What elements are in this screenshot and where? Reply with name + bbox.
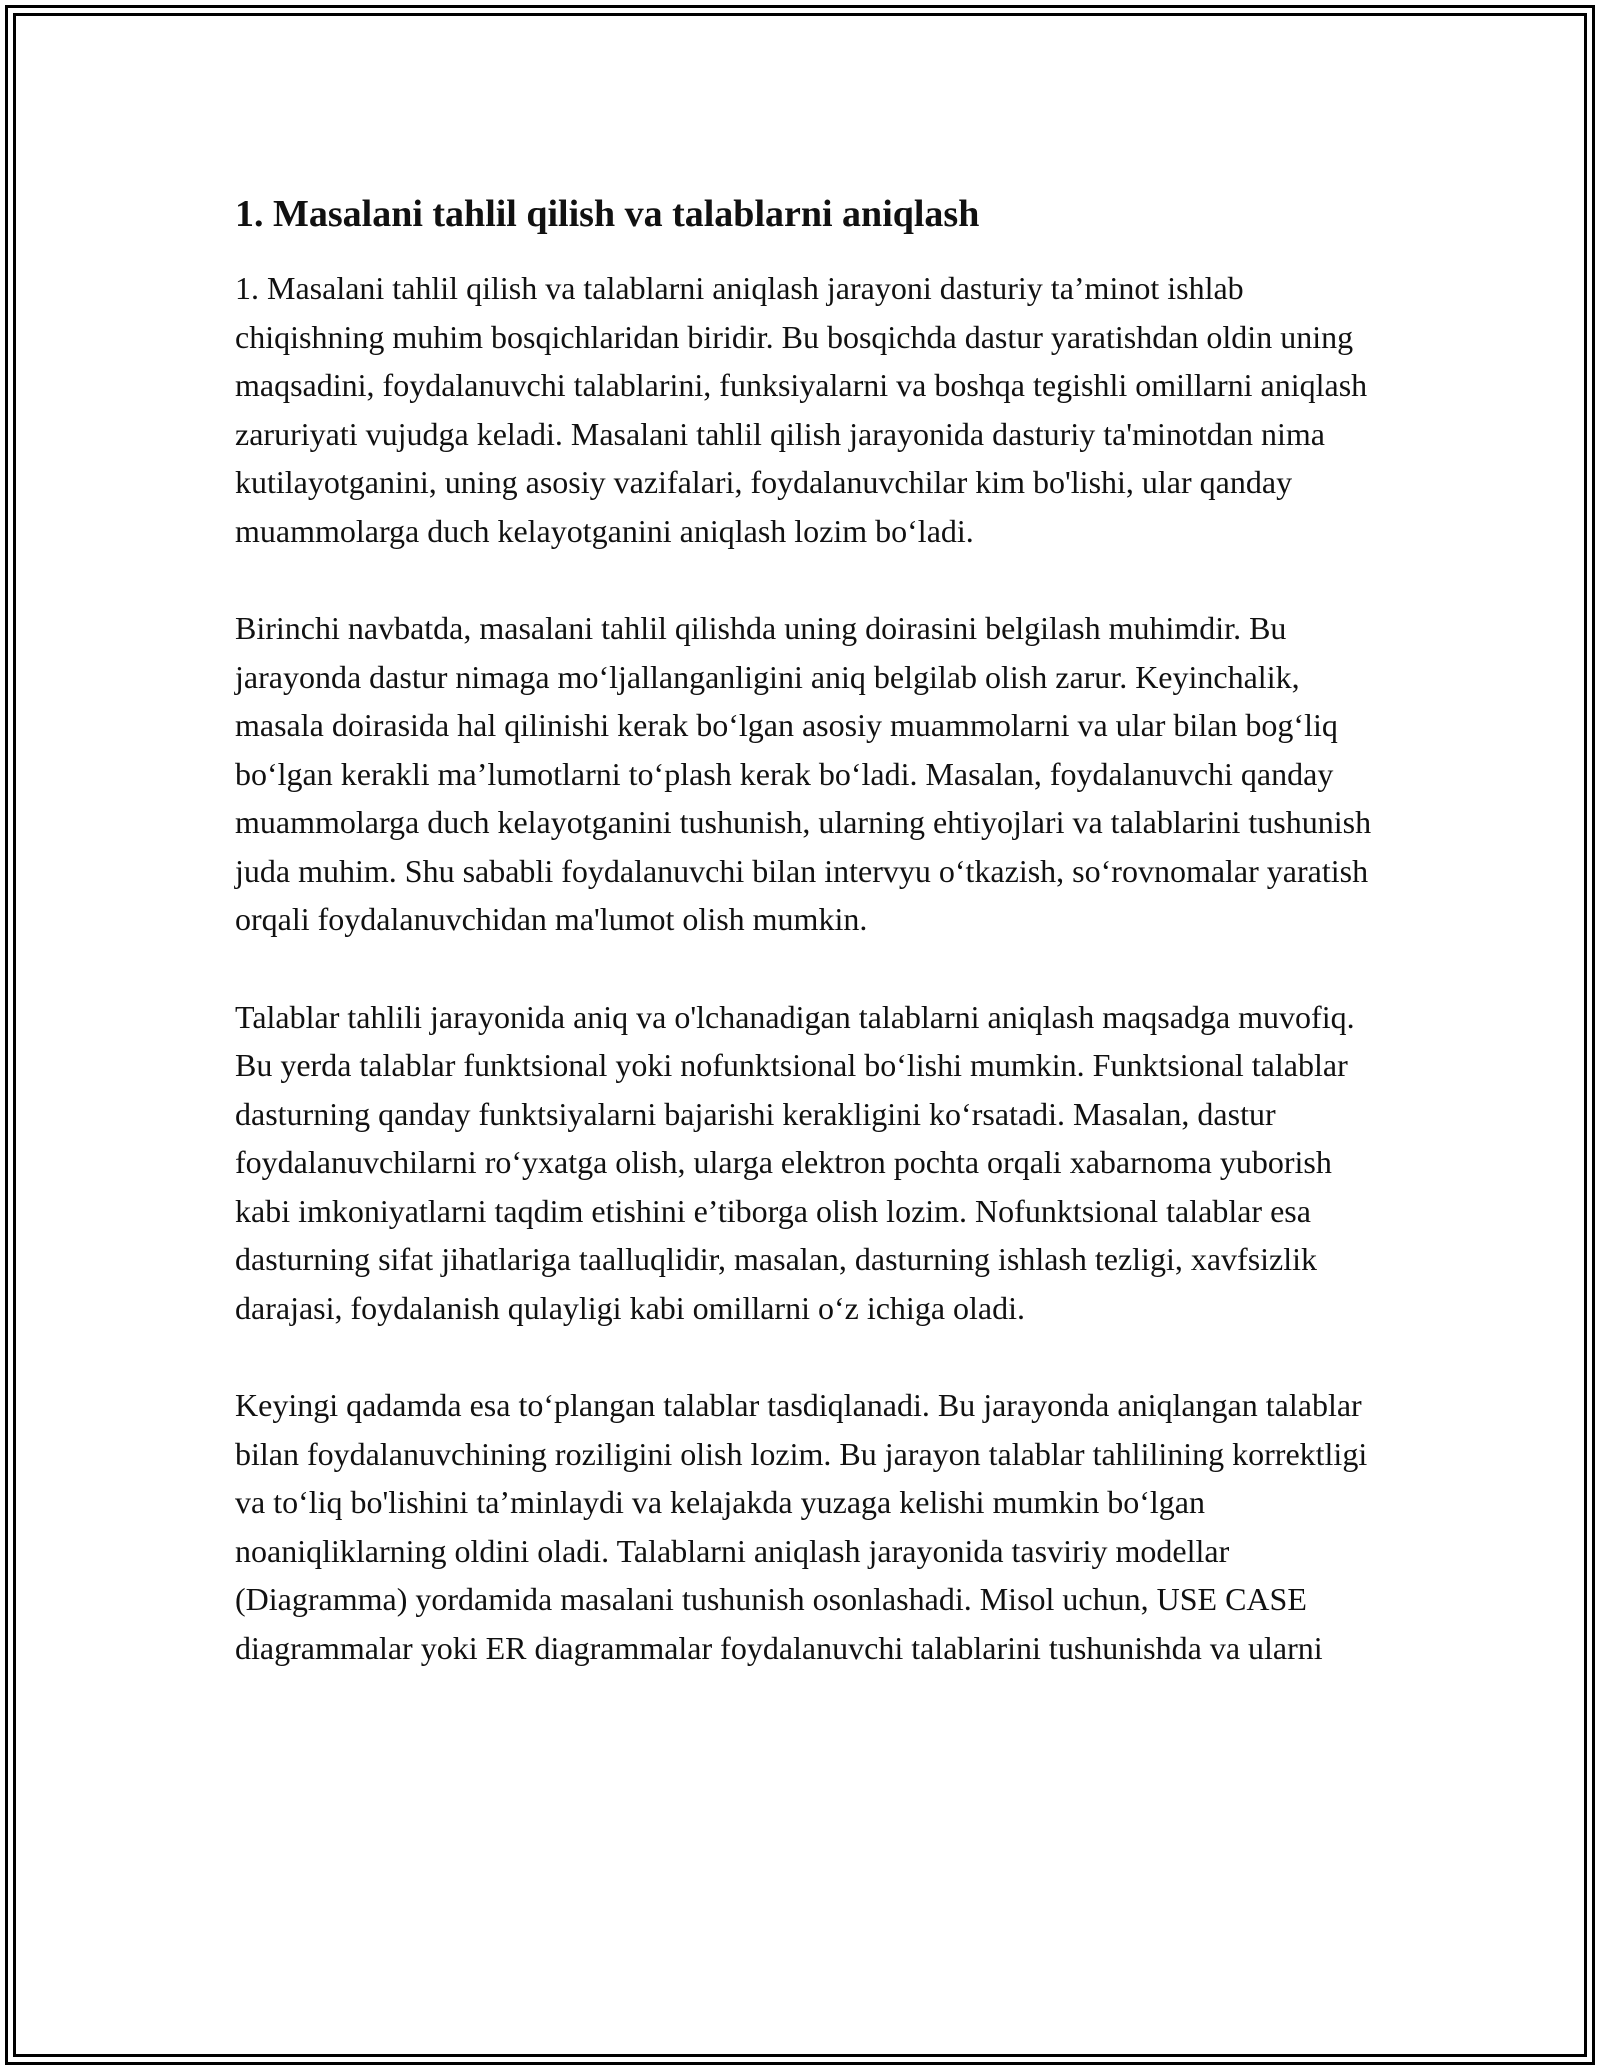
paragraph-2: Birinchi navbatda, masalani tahlil qilishda uning doirasini belgilash muhimdir. Bu jarayonda dastur nimaga mo‘ljallanganligini aniq belgilab olish zarur. Keyinchalik, masala doirasida hal qilinishi kerak bo‘lgan asosiy muammolarni va ular bilan bog‘liq bo‘lgan kerakli ma’lumotlarni to‘plash kerak bo‘ladi. Masalan, foydalanuvchi qanday muammolarga duch kelayotganini tushunish, ularning ehtiyojlari va talablarini tushunish juda muhim. Shu sababli foydalanuvchi bilan intervyu o‘tkazish, so‘rovnomalar yaratish orqali foydalanuvchidan ma'lumot olish mumkin. (235, 610, 1372, 937)
document-body (235, 188, 1375, 1721)
paragraph-4: Keyingi qadamda esa to‘plangan talablar tasdiqlanadi. Bu jarayonda aniqlangan talablar bilan foydalanuvchining roziligini olish lozim. Bu jarayon talablar tahlilining korrektligi va to‘liq bo'lishini ta’minlaydi va kelajakda yuzaga kelishi mumkin bo‘lgan noaniqliklarning oldini oladi. Talablarni aniqlash jarayonida tasviriy modellar (Diagramma) yordamida masalani tushunish osonlashadi. Misol uchun, USE CASE diagrammalar yoki ER diagrammalar foydalanuvchi talablarini tushunishda va ularni (235, 1387, 1368, 1666)
page-title: 1. Masalani tahlil qilish va talablarni aniqlash (235, 193, 980, 235)
paragraph-3: Talablar tahlili jarayonida aniq va o'lchanadigan talablarni aniqlash maqsadga muvofiq. Bu yerda talablar funktsional yoki nofunktsional bo‘lishi mumkin. Funktsional talablar dasturning qanday funktsiyalarni bajarishi kerakligini ko‘rsatadi. Masalan, dastur foydalanuvchilarni ro‘yxatga olish, ularga elektron pochta orqali xabarnoma yuborish kabi imkoniyatlarni taqdim etishini e’tiborga olish lozim. Nofunktsional talablar esa dasturning sifat jihatlariga taalluqlidir, masalan, dasturning ishlash tezligi, xavfsizlik darajasi, foydalanish qulayligi kabi omillarni o‘z ichiga oladi. (235, 998, 1355, 1326)
paragraph-1: 1. Masalani tahlil qilish va talablarni aniqlash jarayoni dasturiy ta’minot ishlab chiqishning muhim bosqichlaridan biridir. Bu bosqichda dastur yaratishdan oldin uning maqsadini, foydalanuvchi talablarini, funksiyalarni va boshqa tegishli omillarni aniqlash zaruriyati vujudga keladi. Masalani tahlil qilish jarayonida dasturiy ta'minotdan nima kutilayotganini, uning asosiy vazifalari, foydalanuvchilar kim bo'lishi, ular qanday muammolarga duch kelayotganini aniqlash lozim bo‘ladi. (235, 270, 1368, 549)
